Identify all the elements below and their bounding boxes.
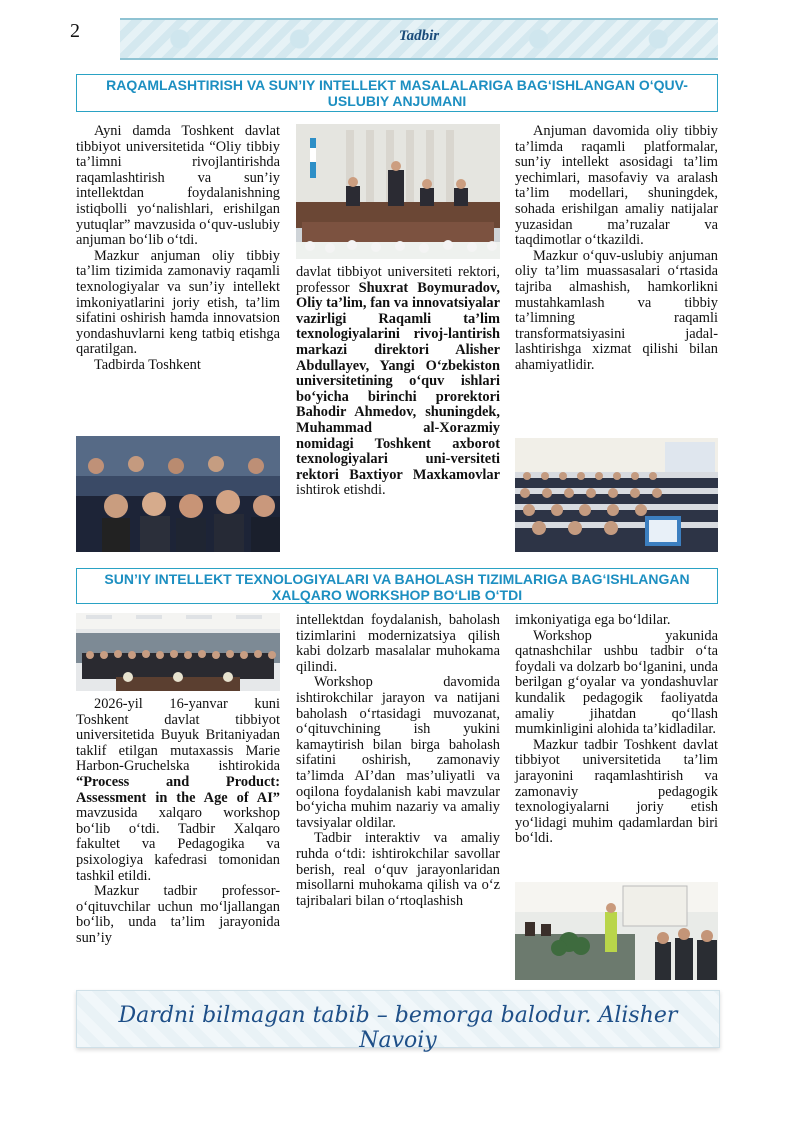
audience-photo-left <box>76 436 280 552</box>
stage-photo <box>296 124 500 259</box>
paragraph: Mazkur tadbir professor-o‘qituvchilar uchun mo‘ljallangan bo‘lib, unda ta’lim jarayonida sun’iy <box>76 883 280 946</box>
paragraph: Mazkur o‘quv-uslubiy anjuman oliy ta’lim muassasalari o‘rtasida tajriba almashish, hamkorlikni mustahkamlash va tibbiy ta’limning raqamli transformatsiyasini jadal-lashtirishga xizmat qilishi bilan ahamiyatlidir. <box>515 247 718 373</box>
article1-column-2 <box>296 265 500 499</box>
quote-text: Dardni bilmagan tabib – bemorga balodur. Alisher Navoiy <box>118 1003 678 1053</box>
article1-column-1 <box>76 124 280 374</box>
text-run: mavzusida xalqaro workshop bo‘lib o‘tdi. Tadbir Xalqaro fakultet va Pedagogika va psixologiya kafedrasi tomonidan tashkil etildi. <box>76 805 280 884</box>
text-run: 2026-yil 16-yanvar kuni Toshkent davlat tibbiyot universitetida Buyuk Britaniyadan taklif etilgan mutaxassis Marie Harbon-Gruchelska ishtirokida <box>76 696 280 775</box>
auditorium-photo <box>515 438 718 552</box>
workshop-title: “Process and Product: Assessment in the Age of AI” <box>76 773 280 806</box>
paragraph: imkoniyatiga ega bo‘ldilar. <box>515 612 671 628</box>
paragraph: Ayni damda Toshkent davlat tibbiyot universitetida “Oliy tibbiy ta’limni rivojlantirishda raqamlashtirish va sun’iy intellektdan foydalanishning istiqbolli yo‘nalishlari, erishilgan yutuqlar” mavzusida o‘quv-uslubiy anjuman bo‘lib o‘tdi. <box>76 123 280 249</box>
speaker-photo <box>515 882 718 980</box>
paragraph: intellektdan foydalanish, baholash tizimlarini modernizatsiya qilish kabi dolzarb masalalar muhokama qilindi. <box>296 612 500 675</box>
text-run-bold: Shuxrat Boymuradov, Oliy ta’lim, fan va innovatsiyalar vazirligi Raqamli ta’lim texnologiyalarini rivoj-lantirish markazi direktori Alisher Abdullayev, Yangi O‘zbekiston universitetining o‘quv ishlari bo‘yicha birinchi prorektori Bahodir Ahmedov, shuningdek, Muhammad al-Xorazmiy nomidagi Toshkent axborot texnologiyalari uni-versiteti rektori Baxtiyor Maxkamovlar <box>296 279 500 483</box>
article1-column-3 <box>515 124 718 374</box>
header-ornament-band <box>120 18 718 60</box>
text-run: davlat tibbiyot universiteti rektori, professor <box>296 264 500 296</box>
article2-column-3 <box>515 613 718 847</box>
paragraph: Mazkur tadbir Toshkent davlat tibbiyot universitetida ta’lim jarayonini raqamlashtirish va zamonaviy pedagogik texnologiyalarni joriy etish yo‘lidagi muhim qadamlardan biri bo‘ldi. <box>515 736 718 847</box>
paragraph: Tadbir interaktiv va amaliy ruhda o‘tdi: ishtirokchilar savollar berish, real o‘quv jarayonlaridan misollarni muhokama qilish va o‘z tajribalari bilan o‘rtoqlashish <box>296 830 500 909</box>
paragraph: Anjuman davomida oliy tibbiy ta’limda raqamli platformalar, sun’iy intellekt asosidagi ta’lim yechimlari, masofaviy va aralash ta’lim modellari, shuningdek, sohada erishilgan amaliy natijalar yuzasidan ma’ruzalar va taqdimotlar o‘tkazildi. <box>515 123 718 249</box>
paragraph: Tadbirda Toshkent <box>94 356 201 373</box>
text-run: ishtirok etishdi. <box>296 482 386 499</box>
section-label: Tadbir <box>398 28 440 44</box>
article2-title: SUN’IY INTELLEKT TEXNOLOGIYALARI VA BAHOLASH TIZIMLARIGA BAG‘ISHLANGAN XALQARO WORKSHOP BO‘LIB O‘TDI <box>76 568 718 604</box>
article1-title: RAQAMLASHTIRISH VA SUN’IY INTELLEKT MASALALARIGA BAG‘ISHLANGAN O‘QUV-USLUBIY ANJUMANI <box>76 74 718 112</box>
article2-column-2 <box>296 613 500 909</box>
page-number: 2 <box>70 20 80 42</box>
article2-column-1 <box>76 697 280 947</box>
quote-banner <box>76 990 720 1053</box>
paragraph: Workshop davomida ishtirokchilar jarayon va natijani baholash o‘rtasidagi muvozanat, o‘qituvchining ish yukini kamaytirish bilan birga baholash sifatini oshirish, zamonaviy ta’limda AI’dan mas’uliyatli va oqilona foydalanish kabi mavzular bo‘yicha muhim nazariy va amaliy tavsiyalar oldilar. <box>296 674 500 831</box>
workshop-group-photo <box>76 613 280 691</box>
paragraph: Workshop yakunida qatnashchilar ushbu tadbir o‘ta foydali va dolzarb bo‘lganini, unda berilgan g‘oyalar va yondashuvlar kundalik pedagogik faoliyatda amaliy jihatdan qo‘llash mumkinligini alohida ta’kidladilar. <box>515 627 718 738</box>
paragraph: Mazkur anjuman oliy tibbiy ta’lim tizimida zamonaviy raqamli texnologiyalar va sun’iy intellekt imkoniyatlarini joriy etish, ta’lim sifatini oshirish hamda innovatsion yondashuvlarni keng tatbiq etishga qaratilgan. <box>76 247 280 358</box>
